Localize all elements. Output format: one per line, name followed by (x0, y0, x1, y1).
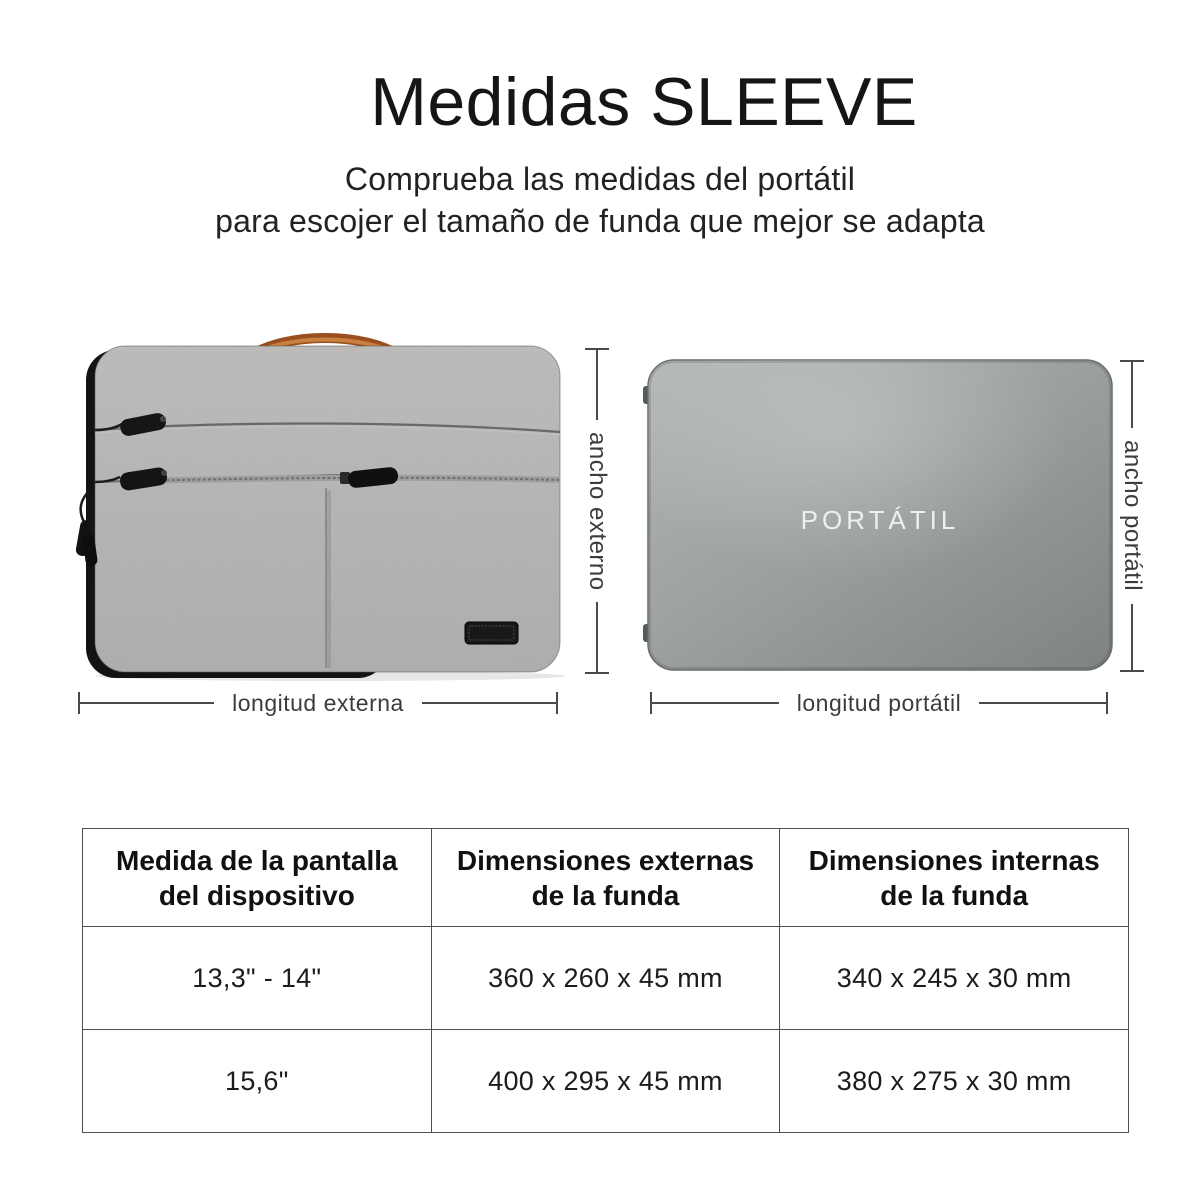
sleeve-width-dimension (585, 348, 609, 674)
sleeve-pocket-seam (326, 488, 329, 668)
laptop-image (640, 352, 1120, 677)
page-subtitle (0, 158, 1200, 242)
dimension-line (596, 602, 598, 672)
dimension-tick (556, 692, 558, 714)
dimension-line (80, 702, 214, 704)
table-row (83, 927, 1129, 1030)
dimension-line (1131, 362, 1133, 428)
spec-table (82, 828, 1129, 1133)
table-header-row (83, 829, 1129, 927)
cell-external-dimensions: 400 x 295 x 45 mm (431, 1030, 780, 1133)
sleeve-logo-patch (465, 622, 518, 644)
dimension-line (422, 702, 556, 704)
dimension-line (596, 350, 598, 420)
title-block (0, 64, 1200, 242)
laptop-width-label: ancho portátil (1119, 440, 1146, 592)
laptop-length-dimension (650, 689, 1108, 716)
dimension-line (652, 702, 779, 704)
cell-screen-size: 15,6" (83, 1030, 432, 1133)
col-header-internal-dimensions: Dimensiones internas de la funda (780, 829, 1129, 927)
cell-screen-size: 13,3" - 14" (83, 927, 432, 1030)
sleeve-length-dimension (78, 689, 558, 716)
laptop-length-label: longitud portátil (796, 689, 962, 716)
cell-external-dimensions: 360 x 260 x 45 mm (431, 927, 780, 1030)
cell-internal-dimensions: 340 x 245 x 30 mm (780, 927, 1129, 1030)
page-title (44, 64, 1200, 140)
dimension-tick (585, 672, 609, 674)
spec-table-wrap (82, 828, 1129, 1133)
col-header-screen-size: Medida de la pantalla del dispositivo (83, 829, 432, 927)
dimension-tick (1106, 692, 1108, 714)
cell-internal-dimensions: 380 x 275 x 30 mm (780, 1030, 1129, 1133)
table-row (83, 1030, 1129, 1133)
dimension-line (1131, 604, 1133, 670)
title-regular: Medidas (370, 64, 631, 140)
sleeve-width-label: ancho externo (584, 431, 611, 591)
laptop-label: PORTÁTIL (800, 505, 960, 535)
sleeve-length-label: longitud externa (232, 689, 404, 716)
sleeve-image (60, 330, 600, 682)
subtitle-line-1: Comprueba las medidas del portátil (344, 161, 856, 197)
subtitle-line-2: para escojer el tamaño de funda que mejor se adapta (215, 203, 985, 240)
dimension-line (979, 702, 1106, 704)
title-emphasis: SLEEVE (650, 64, 918, 140)
col-header-external-dimensions: Dimensiones externas de la funda (431, 829, 780, 927)
laptop-width-dimension (1120, 360, 1144, 672)
dimension-tick (1120, 670, 1144, 672)
